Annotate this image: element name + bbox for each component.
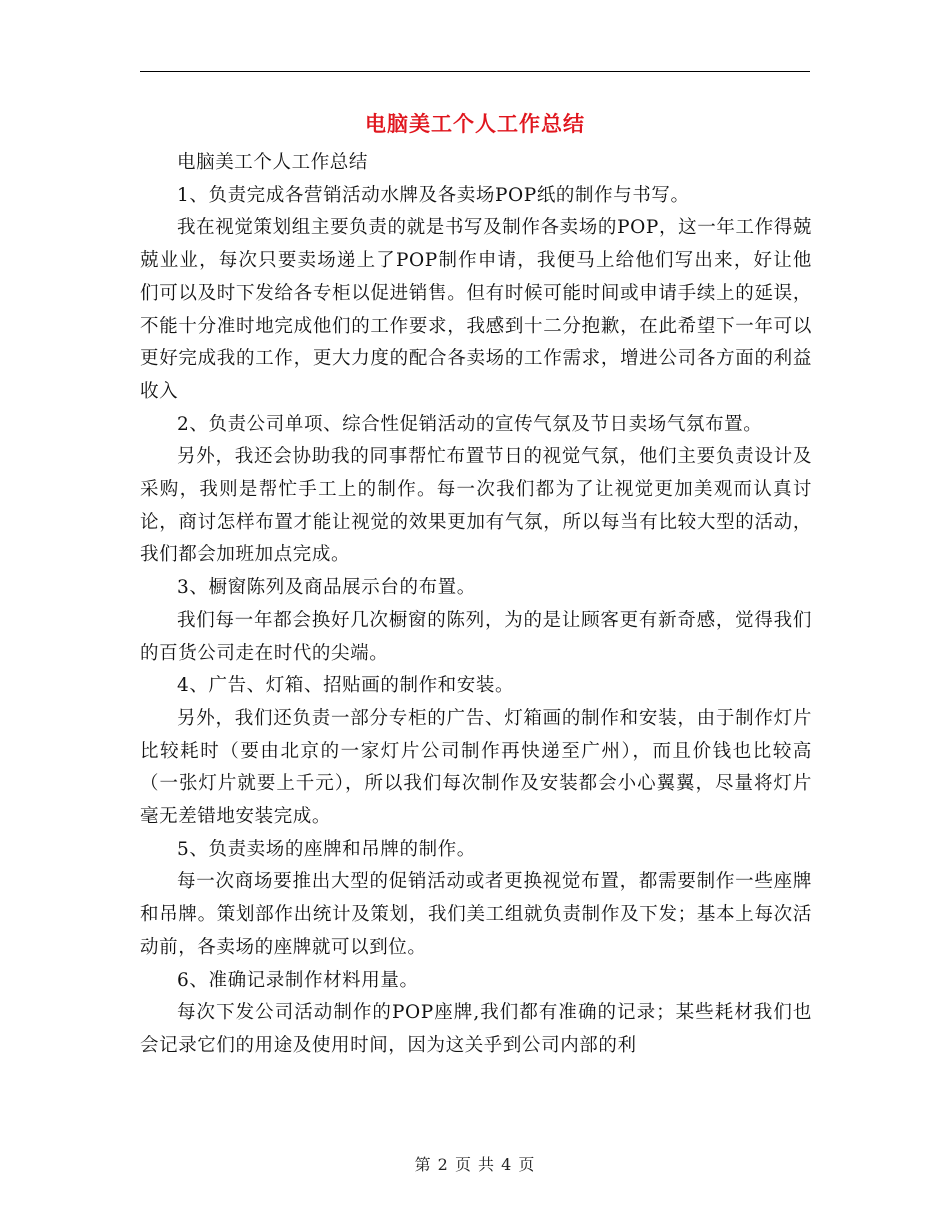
paragraph: 每一次商场要推出大型的促销活动或者更换视觉布置，都需要制作一些座牌和吊牌。策划部作出统计及策划，我们美工组就负责制作及下发；基本上每次活动前，各卖场的座牌就可以到位。 xyxy=(140,871,812,958)
paragraph: 我在视觉策划组主要负责的就是书写及制作各卖场的POP，这一年工作得兢兢业业，每次只要卖场递上了POP制作申请，我便马上给他们写出来，好让他们可以及时下发给各专柜以促进销售。但有时候可能时间或申请手续上的延误，不能十分准时地完成他们的工作要求，我感到十二分抱歉，在此希望下一年可以更好完成我的工作，更大力度的配合各卖场的工作需求，增进公司各方面的利益收入 xyxy=(140,217,812,402)
page-number-footer: 第 2 页 共 4 页 xyxy=(414,1155,536,1174)
section-heading: 1、负责完成各营销活动水牌及各卖场POP纸的制作与书写。 xyxy=(177,184,690,206)
section-heading: 2、负责公司单项、综合性促销活动的宣传气氛及节日卖场气氛布置。 xyxy=(177,413,763,435)
document-body xyxy=(140,147,812,1063)
section-heading: 3、橱窗陈列及商品展示台的布置。 xyxy=(177,577,476,599)
section-heading: 6、准确记录制作材料用量。 xyxy=(177,969,419,991)
paragraph: 另外，我们还负责一部分专柜的广告、灯箱画的制作和安装，由于制作灯片比较耗时（要由北京的一家灯片公司制作再快递至广州），而且价钱也比较高（一张灯片就要上千元），所以我们每次制作及安装都会小心翼翼，尽量将灯片毫无差错地安装完成。 xyxy=(140,707,812,828)
paragraph: 另外，我还会协助我的同事帮忙布置节日的视觉气氛，他们主要负责设计及采购，我则是帮忙手工上的制作。每一次我们都为了让视觉更加美观而认真讨论，商讨怎样布置才能让视觉的效果更加有气氛，所以每当有比较大型的活动，我们都会加班加点完成。 xyxy=(140,446,812,566)
header-rule xyxy=(140,71,810,72)
paragraph: 我们每一年都会换好几次橱窗的陈列，为的是让顾客更有新奇感，觉得我们的百货公司走在时代的尖端。 xyxy=(140,609,812,664)
document-title: 电脑美工个人工作总结 xyxy=(365,111,585,136)
section-heading: 4、广告、灯箱、招贴画的制作和安装。 xyxy=(177,675,515,697)
paragraph: 每次下发公司活动制作的POP座牌,我们都有准确的记录；某些耗材我们也会记录它们的用途及使用时间，因为这关乎到公司内部的利 xyxy=(140,1002,812,1056)
section-heading: 5、负责卖场的座牌和吊牌的制作。 xyxy=(177,838,476,860)
paragraph: 电脑美工个人工作总结 xyxy=(177,152,369,173)
